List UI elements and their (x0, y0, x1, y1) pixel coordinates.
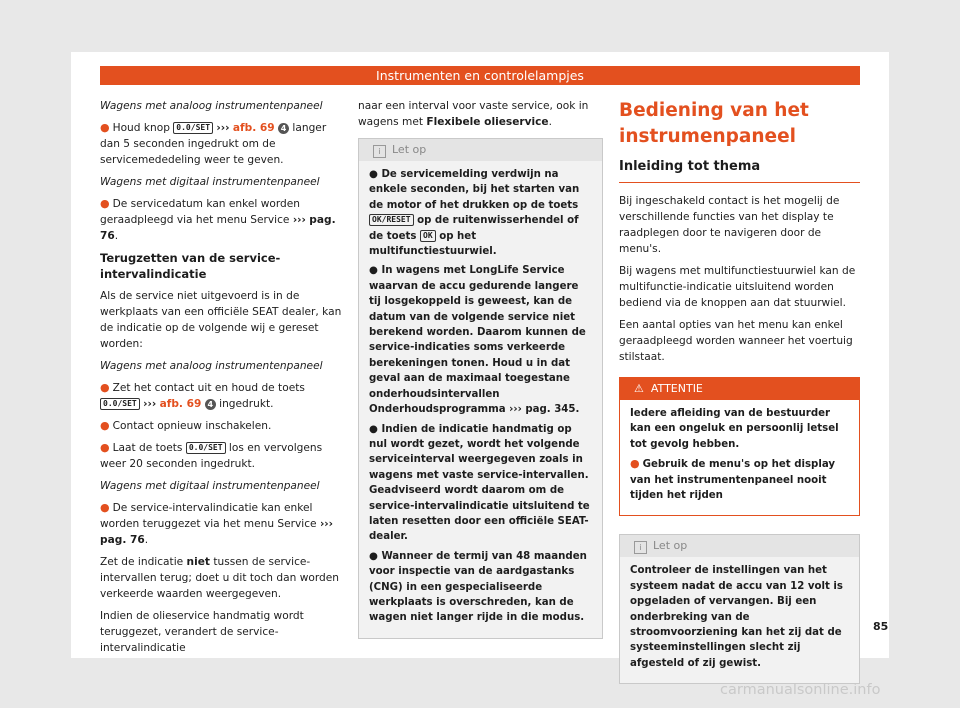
bullet-item: ● Indien de indicatie handmatig op nul wordt gezet, wordt het volgende serviceinterval weergegeven zoals in wagens met vaste service-intervallen. Geadviseerd wordt daarom om de service-intervalindicatie uitsluitend te laten resetten door een officiële SEAT-dealer. (369, 423, 590, 543)
warning-box (619, 377, 860, 516)
page-number: 85 (873, 620, 889, 633)
info-icon: i (373, 145, 386, 158)
note-header: i Let op (359, 139, 602, 161)
page-header: Instrumenten en controlelampjes (100, 66, 860, 85)
paragraph: naar een interval voor vaste service, ook in wagens met Flexibele olieservice. (358, 100, 589, 128)
paragraph: Een aantal opties van het menu kan enkel geraadpleegd worden wanneer het voertuig stilstaat. (619, 319, 853, 363)
key-0set: 0.0/SET (186, 442, 226, 454)
key-0set: 0.0/SET (173, 122, 213, 134)
bullet-item: ● Gebruik de menu's op het display van het instrumentenpaneel nooit tijden het rijden (630, 457, 836, 502)
key-0set: 0.0/SET (100, 398, 140, 410)
info-icon: i (634, 541, 647, 554)
note-box (619, 534, 860, 684)
bullet-icon: ● (100, 121, 110, 134)
page-link[interactable]: pag. 76 (100, 534, 145, 546)
figure-link[interactable]: afb. 69 (159, 398, 202, 410)
paragraph: Zet de indicatie niet tussen de service-intervallen terug; doet u dit toch dan worden verkeerde waarden weergegeven. (100, 556, 339, 600)
paragraph: Indien de olieservice handmatig wordt teruggezet, verandert de service-intervalindicatie (100, 610, 304, 654)
note-body (359, 161, 602, 638)
paragraph: Bij ingeschakeld contact is het mogelij de verschillende functies van het display te raadplegen door te navigeren door de menu's. (619, 195, 840, 255)
bullet-item: ● Laat de toets 0.0/SET los en vervolgens weer 20 seconden ingedrukt. (100, 441, 323, 470)
column-1 (100, 98, 345, 662)
bullet-item: ● De servicemelding verdwijn na enkele seconden, bij het starten van de motor of het drukken op de toets OK/RESET op de ruitenwisserhendel of de toets OK op het multifunctiestuurwiel. (369, 169, 580, 258)
chapter-title: Bediening van het instrumenpaneel (619, 100, 809, 147)
bullet-item: ● In wagens met LongLife Service waarvan de accu gedurende langere tij losgekoppeld is geweest, kan de datum van de volgende service niet berekend worden. Daarom kunnen de service-indicaties soms verkeerde berekeningen tonen. Houd u in dat geval aan de maximaal toegestane onderhoudsintervallen Onderhoudsprogramma ››› pag. 345. (369, 265, 586, 416)
bullet-icon: ● (630, 457, 640, 471)
bullet-item: ● Zet het contact uit en houd de toets 0.0/SET ››› afb. 69 4 ingedrukt. (100, 381, 305, 410)
paragraph: Als de service niet uitgevoerd is in de werkplaats van een officiële SEAT dealer, kan de indicatie op de volgende wij e gereset worden: (100, 290, 342, 350)
bullet-item: ● Houd knop 0.0/SET ››› afb. 69 4 langer dan 5 seconden ingedrukt om de servicemededeling weer te geven. (100, 121, 327, 166)
bullet-icon: ● (100, 419, 110, 432)
warning-header: ⚠ ATTENTIE (620, 378, 859, 400)
note-header: i Let op (620, 535, 859, 557)
callout-number: 4 (278, 123, 289, 134)
section-subtitle: Inleiding tot thema (619, 156, 860, 183)
note-body: Controleer de instellingen van het systeem nadat de accu van 12 volt is opgeladen of vervangen. Bij een onderbreking van de stroomvoorziening kan het zij dat de systeeminstellingen slecht zij afgesteld of zij gewist. (630, 565, 843, 669)
section-label: Wagens met analoog instrumentenpaneel (100, 360, 323, 372)
bullet-item: ● Wanneer de termij van 48 maanden voor inspectie van de aardgastanks (CNG) in een gespecialiseerde werkplaats is overschreden, kan de wagen niet langer rijde in die modus. (369, 550, 587, 624)
bullet-icon: ● (100, 381, 110, 394)
column-2 (358, 98, 603, 639)
section-label: Wagens met digitaal instrumentenpaneel (100, 176, 320, 188)
paragraph: Bij wagens met multifunctiestuurwiel kan de multifunctie-indicatie uitsluitend worden bediend via de knoppen aan dat stuurwiel. (619, 265, 856, 309)
figure-link[interactable]: afb. 69 (232, 122, 275, 134)
bullet-icon: ● (100, 441, 110, 454)
bullet-icon: ● (100, 501, 110, 514)
callout-number: 4 (205, 399, 216, 410)
warning-icon: ⚠ (634, 382, 644, 395)
note-box (358, 138, 603, 639)
warning-body: Iedere afleiding van de bestuurder kan een ongeluk en persoonlij letsel tot gevolg hebben. ● Gebruik de menu's op het display van het instrumentenpaneel nooit tijden het rijden (620, 400, 859, 515)
section-heading: Terugzetten van de service-intervalindicatie (100, 251, 281, 281)
key-ok: OK (420, 230, 436, 242)
bullet-item: ● De service-intervalindicatie kan enkel worden teruggezet via het menu Service ››› pag. 76. (100, 501, 334, 546)
page-link[interactable]: ››› pag. 345 (509, 404, 576, 416)
watermark: carmanualsonline.info (720, 682, 881, 698)
bullet-icon: ● (100, 197, 110, 210)
column-3 (619, 98, 860, 684)
section-label: Wagens met digitaal instrumentenpaneel (100, 480, 320, 492)
bullet-item: ● Contact opnieuw inschakelen. (100, 419, 272, 432)
section-label: Wagens met analoog instrumentenpaneel (100, 100, 323, 112)
bullet-item: ● De servicedatum kan enkel worden geraadpleegd via het menu Service ››› pag. 76. (100, 197, 336, 242)
key-okreset: OK/RESET (369, 214, 414, 226)
page-link[interactable]: pag. 76 (100, 214, 336, 242)
